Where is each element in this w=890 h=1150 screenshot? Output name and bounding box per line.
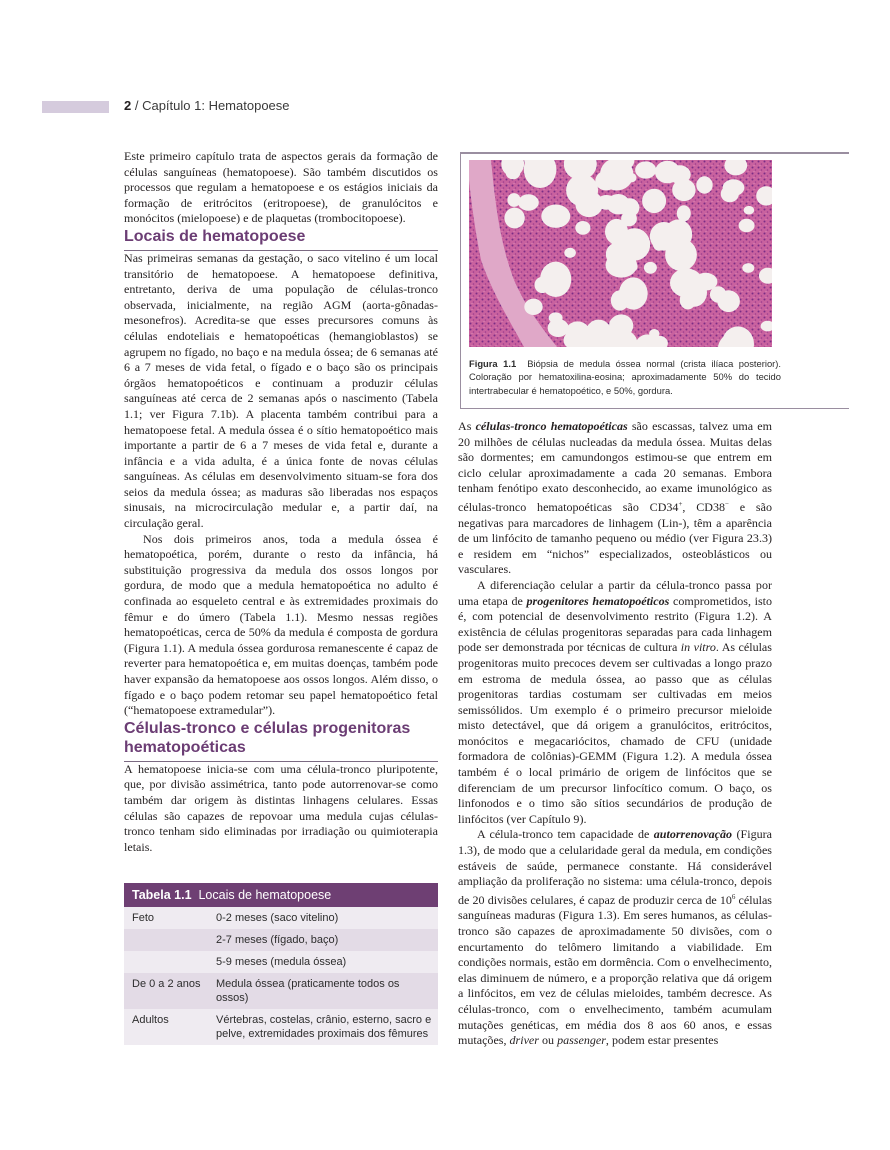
fat-vacuole xyxy=(717,290,740,312)
fat-vacuole xyxy=(566,174,598,206)
bone-marrow-micrograph xyxy=(469,160,772,347)
intro-paragraph: Este primeiro capítulo trata de aspectos gerais da formação de células sanguíneas (hematopoese). São também discutidos os processos que regulam a hematopoese e os estágios iniciais da formação de eritrócitos (eritropoese), de granulócitos e monócitos (mielopoese) e de plaquetas (trombocitopoese). xyxy=(124,149,438,226)
table-cell-stage xyxy=(132,933,216,947)
table-row xyxy=(124,951,438,973)
text: são escassas, talvez uma em 20 milhões de células nucleadas da medula óssea. Muitas delas são dormentes; em camundongos estimou-se que entrem em ciclo celular aproximadamente a cada 20 semanas. Embora tenham fenótipo exato desconhecido, ao exame imunológico as células-tronco hematopoéticas são CD34 xyxy=(458,419,772,514)
fat-vacuole xyxy=(518,194,539,210)
fat-vacuole xyxy=(739,219,755,233)
table-cell-stage xyxy=(132,955,216,969)
fat-vacuole xyxy=(642,189,666,213)
section1-paragraph-2: Nos dois primeiros anos, toda a medula óssea é hematopoética, porém, durante o resto da infância, há substituição progressiva da medula dos ossos longos por gordura, de modo que a medula hematopoética no adulto é confinada ao esqueleto central e às extremidades proximais do fêmur e do úmero (Tabela 1.1). Mesmo nessas regiões hematopoéticas, cerca de 50% da medula é composta de gordura (Figura 1.1). A medula óssea gordurosa remanescente é capaz de reverter para hematopoética e, em muitas doenças, também pode haver expansão da hematopoese aos ossos longos. Além disso, o fígado e o baço podem retomar seu papel hematopoético fetal (“hematopoese extramedular”). xyxy=(124,531,438,718)
table-row xyxy=(124,907,438,929)
chapter-title: Capítulo 1: Hematopoese xyxy=(142,98,290,113)
text: (Figura 1.3), de modo que a celularidade geral da medula, em condições estáveis de saúde, permanece constante. Há considerável ampliação da proliferação no sistema: uma célula-tronco, depois de 20 divisões celulares, é capaz de produzir cerca de 10 xyxy=(458,827,772,907)
left-column xyxy=(124,149,438,855)
figure-caption-text: Biópsia de medula óssea normal (crista ilíaca posterior). Coloração por hematoxilina-eosina; aproximadamente 50% do tecido intertrabecular é hematopoético, e 50%, gordura. xyxy=(469,358,782,396)
text: , podem estar presentes xyxy=(605,1033,719,1048)
text: As xyxy=(458,419,476,433)
text: e são negativas para marcadores de linhagem (Lin-), têm a aparência de um linfócito de tamanho pequeno ou médio (ver Figura 23.3) e residem em “nichos” especializados, osteoblásticos ou vasculares. xyxy=(458,499,772,577)
table-locais-hematopoese xyxy=(124,883,438,1045)
table-cell-site: Vértebras, costelas, crânio, esterno, sacro e pelve, extremidades proximais dos fêmures xyxy=(216,1014,432,1040)
text: comprometidos, isto é, com potencial de desenvolvimento restrito (Figura 1.2). A existência de células progenitoras separadas para cada linhagem pode ser demonstrada por técnicas de cultura xyxy=(458,593,773,655)
fat-vacuole xyxy=(524,299,542,315)
text: . As células progenitoras muito precoces devem ser cultivadas a longo prazo em estroma de medula óssea, ao passo que as células progenitoras tardias costumam ser cultivadas em meios semissólidos. Um exemplo é o primeiro precursor mieloide misto detectável, que dá origem a granulócitos, eritrócitos, monócitos e megacariócitos, chamado de CFU (unidade formadora de colônias)-GEMM (Figura 1.2). A medula óssea também é o local primário de origem de linfócitos que se diferenciam de um precursor linfocítico comum. O baço, os linfonodos e o timo são sítios secundários de produção de linfócitos (ver Capítulo 9). xyxy=(458,640,772,826)
fat-vacuole xyxy=(677,205,691,221)
fat-vacuole xyxy=(655,161,680,184)
text: células sanguíneas maduras (Figura 1.3). Em seres humanos, as células-tronco são capazes de aproximadamente 50 divisões, com o encurtamento do telômero limitando a viabilidade. Em condições normais, estão em dormência. Com o envelhecimento, elas diminuem de número, e a proporção relativa que dá origem a linfócitos, em vez de células mieloides, também decresce. As células-tronco, com o envelhecimento, também acumulam mutações genéticas, em média dos 8 aos 60 anos, e essas mutações, xyxy=(458,892,772,1048)
table-cell-site: 5-9 meses (medula óssea) xyxy=(216,956,347,968)
fat-vacuole xyxy=(627,173,637,182)
emphasis-term: células-tronco hematopoéticas xyxy=(475,419,628,433)
table-cell-site: 0-2 meses (saco vitelino) xyxy=(216,912,339,924)
table-row xyxy=(124,973,438,1009)
fat-vacuole xyxy=(644,262,657,274)
section-heading-locais: Locais de hematopoese xyxy=(124,227,438,251)
section2-paragraph: A hematopoese inicia-se com uma célula-tronco pluripotente, que, por divisão assimétrica, tanto pode autorrenovar-se como também dar origem às distintas linhagens celulares. Essas células são capazes de repovoar uma medula cujas células-tronco tenham sido eliminadas por irradiação ou quimioterapia letais. xyxy=(124,761,438,854)
fat-vacuole xyxy=(506,167,520,180)
table-cell-site: Medula óssea (praticamente todos os ossos) xyxy=(216,978,400,1004)
right-paragraph-1 xyxy=(458,419,772,578)
running-head-bar xyxy=(42,101,109,113)
italic-term: driver xyxy=(509,1033,539,1048)
fat-vacuole xyxy=(649,329,659,338)
fat-vacuole xyxy=(653,237,665,251)
right-paragraph-2 xyxy=(458,578,772,828)
table-label: Tabela 1.1 xyxy=(132,888,192,902)
right-column xyxy=(458,419,772,1049)
figure-label: Figura 1.1 xyxy=(469,358,517,369)
page-number: 2 xyxy=(124,98,132,113)
fat-vacuole xyxy=(549,312,563,323)
text: ou xyxy=(538,1033,558,1048)
figure-image xyxy=(469,160,772,347)
running-head xyxy=(124,98,290,113)
figure-caption xyxy=(469,357,781,397)
fat-vacuole xyxy=(721,186,739,203)
fat-vacuole xyxy=(609,316,630,332)
table-cell-site: 2-7 meses (fígado, baço) xyxy=(216,934,339,946)
running-head-separator: / xyxy=(131,98,143,113)
fat-vacuole xyxy=(621,211,637,226)
italic-term: in vitro xyxy=(680,640,716,655)
right-paragraph-3 xyxy=(458,827,772,1048)
text: A célula-tronco tem capacidade de xyxy=(477,827,654,842)
superscript: − xyxy=(725,499,729,508)
fat-vacuole xyxy=(660,228,672,238)
text: A diferenciação celular a partir da célula-tronco passa por uma etapa de xyxy=(458,577,772,608)
fat-vacuole xyxy=(575,221,590,235)
fat-vacuole xyxy=(742,263,754,273)
table-cell-stage: Feto xyxy=(132,912,155,924)
emphasis-term: progenitores hematopoéticos xyxy=(526,593,670,608)
table-cell-stage: Adultos xyxy=(132,1014,169,1026)
fat-vacuole xyxy=(507,193,520,207)
text: , CD38 xyxy=(682,499,725,514)
table-row xyxy=(124,1009,438,1045)
fat-vacuole xyxy=(564,248,576,258)
emphasis-term: autorrenovação xyxy=(653,827,733,842)
section1-paragraph-1: Nas primeiras semanas da gestação, o saco vitelino é um local transitório de hematopoese. A hematopoese definitiva, entretanto, deriva de uma população de células-tronco observada, inicialmente, na região AGM (aorta-gônadas-mesonefros). Acredita-se que esses precursores comuns às células endoteliais e hematopoéticas (hemangioblastos) se agrupem no fígado, no baço e na medula óssea; de 6 semanas até 6 a 7 meses de vida fetal, o fígado e o baço são os principais órgãos hematopoéticos e continuam a produzir células sanguíneas até cerca de 2 semanas após o nascimento (Tabela 1.1; ver Figura 7.1b). A placenta também contribui para a hematopoese fetal. A medula óssea é o sítio hematopoético mais importante a partir de 6 a 7 meses de vida fetal e, durante a infância e a vida adulta, é a única fonte de novas células sanguíneas. As células em desenvolvimento situam-se fora dos seios da medula óssea; as maduras são liberadas nos espaços sinusais, na microcirculação medular e, a partir daí, na circulação geral. xyxy=(124,250,438,531)
italic-term: passenger xyxy=(557,1033,606,1048)
superscript: + xyxy=(678,499,683,508)
fat-vacuole xyxy=(540,262,571,297)
fat-vacuole xyxy=(744,206,755,215)
table-title: Locais de hematopoese xyxy=(198,888,332,902)
fat-vacuole xyxy=(619,277,648,309)
fat-vacuole xyxy=(541,205,570,228)
superscript: 6 xyxy=(731,892,736,901)
section-heading-celulas-tronco: Células-tronco e células progenitoras hematopoéticas xyxy=(124,719,438,762)
fat-vacuole xyxy=(678,185,693,199)
fat-vacuole xyxy=(504,208,524,229)
table-header xyxy=(124,883,438,907)
fat-vacuole xyxy=(606,253,638,278)
fat-vacuole xyxy=(635,161,656,178)
fat-vacuole xyxy=(689,274,705,289)
table-cell-stage: De 0 a 2 anos xyxy=(132,978,201,990)
table-row xyxy=(124,929,438,951)
fat-vacuole xyxy=(696,176,712,193)
